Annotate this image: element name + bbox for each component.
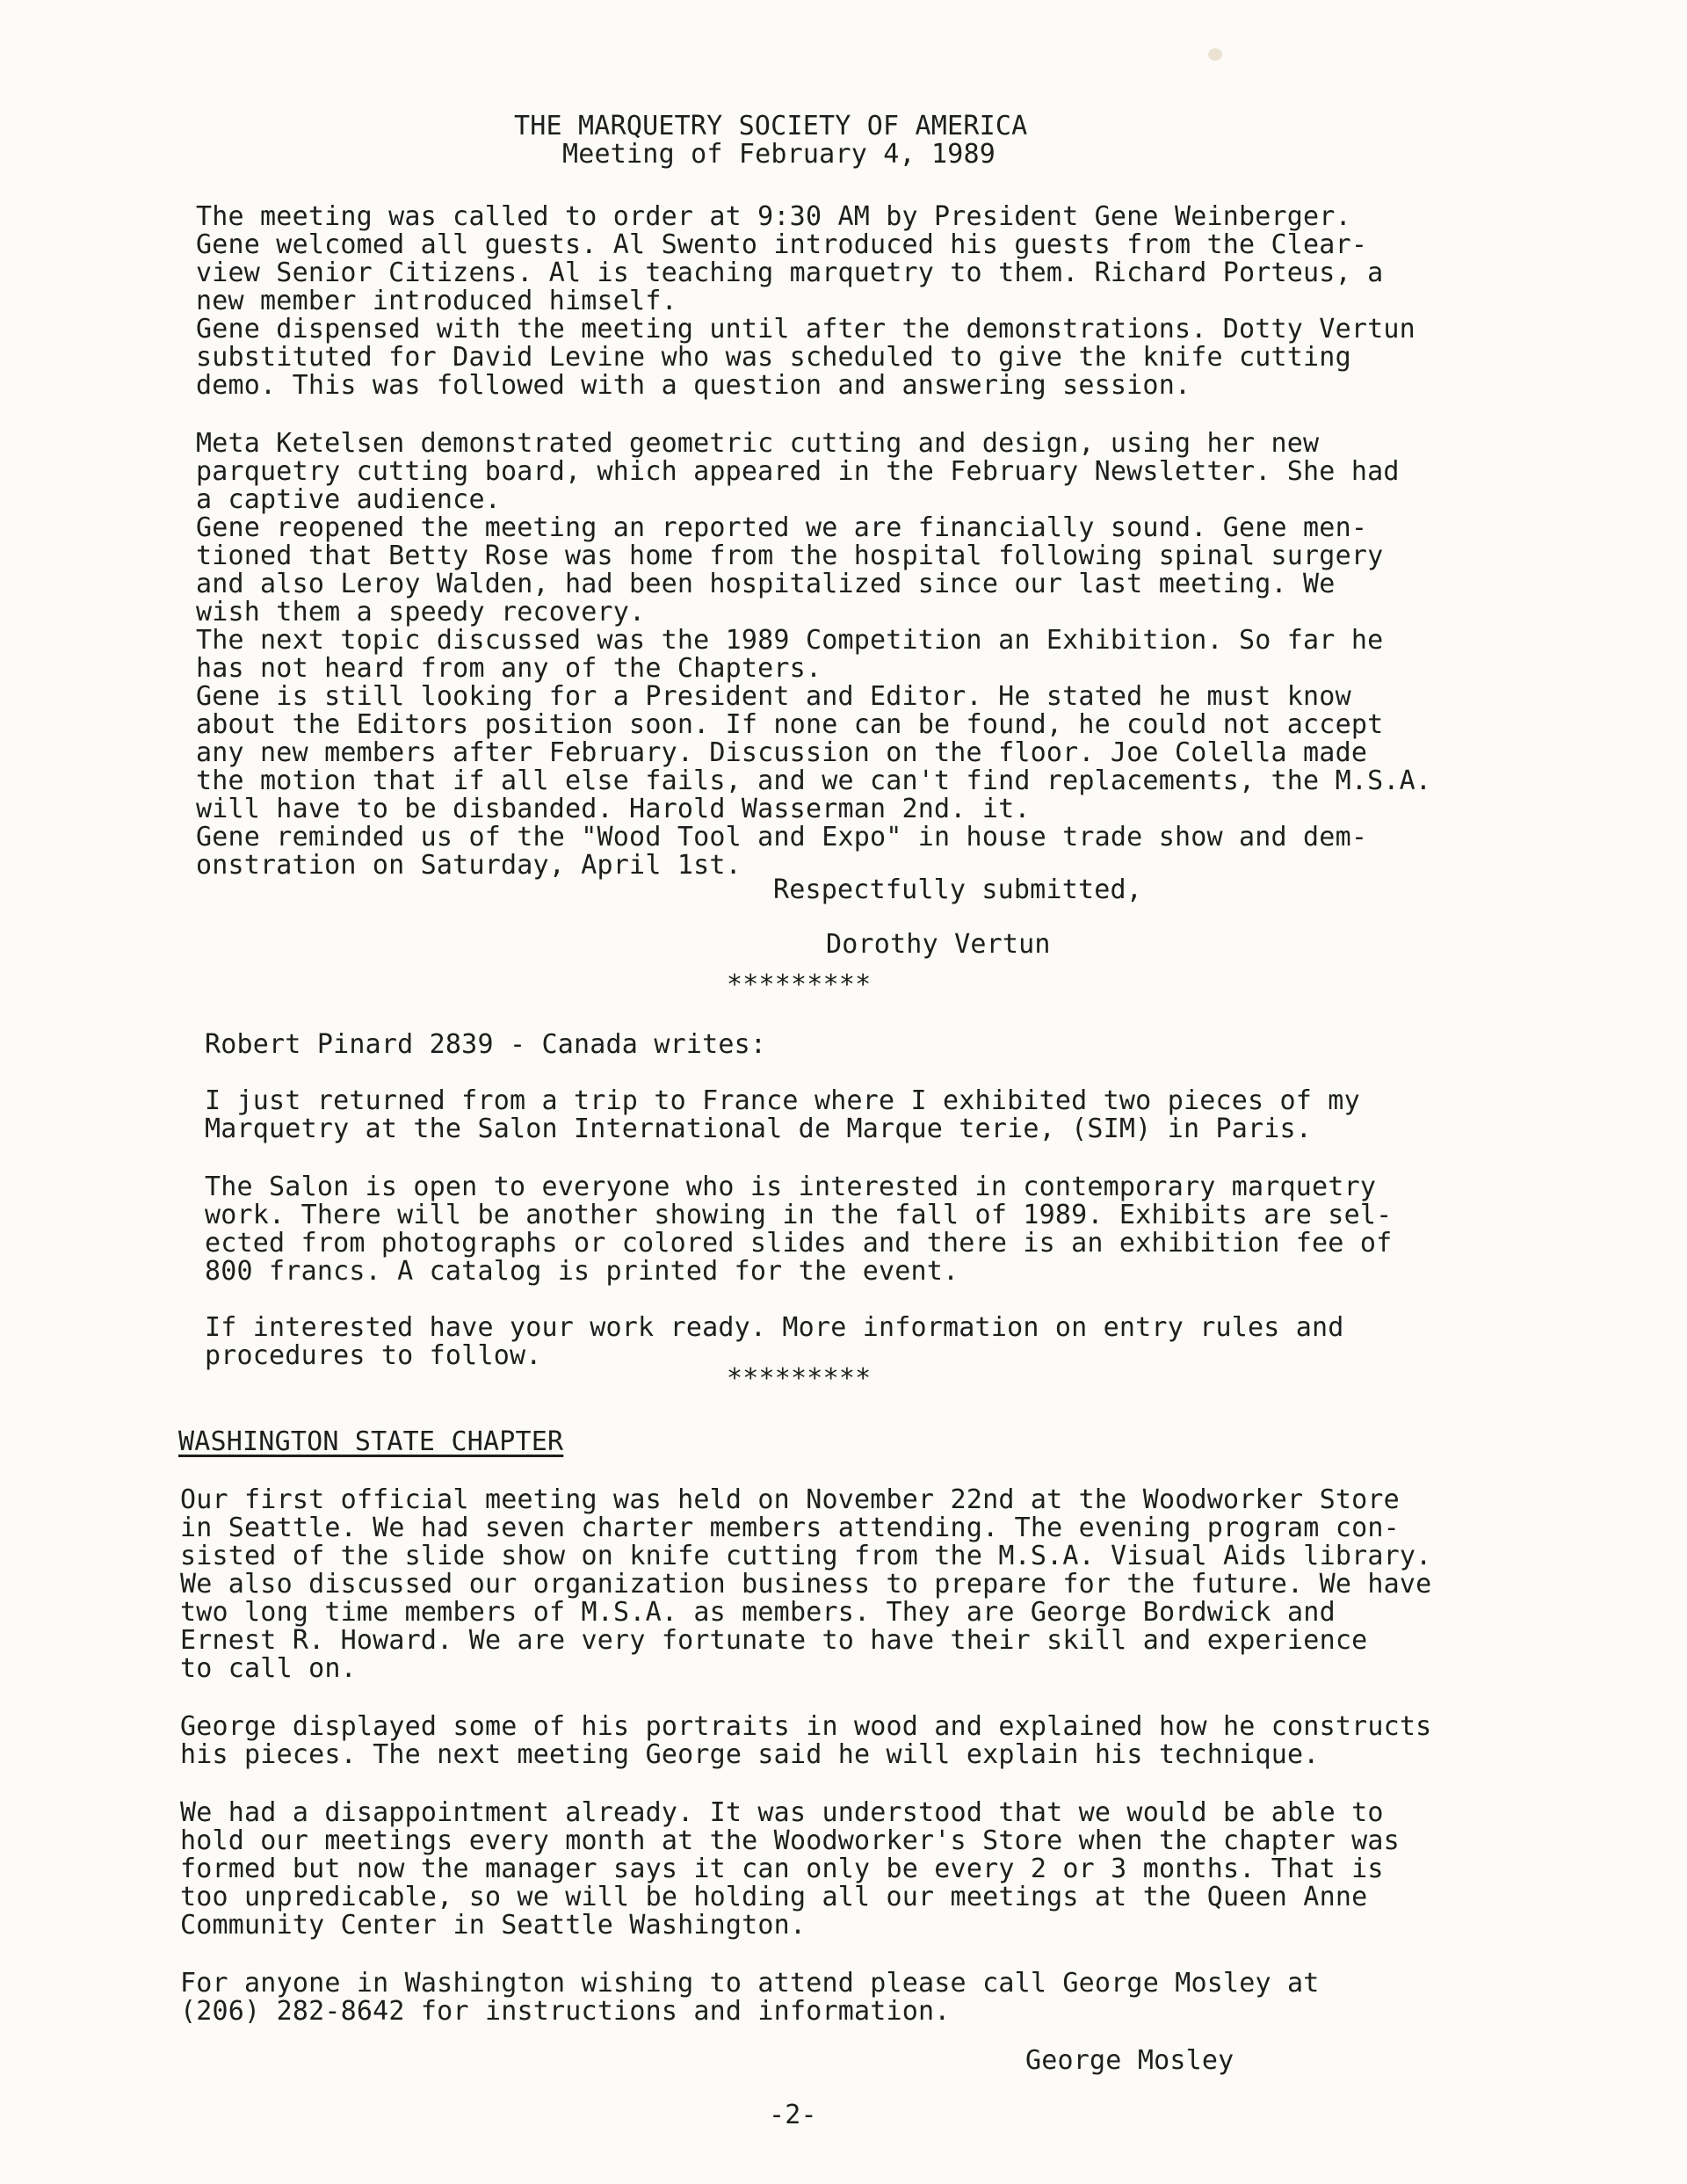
- minutes-line: Gene reminded us of the "Wood Tool and Expo" in house trade show and dem-: [196, 822, 1368, 853]
- letter-line: procedures to follow.: [205, 1340, 542, 1371]
- minutes-line: any new members after February. Discussion on the floor. Joe Colella made: [196, 737, 1368, 768]
- minutes-line: about the Editors position soon. If none can be found, he could not accept: [196, 709, 1384, 740]
- page-number: -2-: [769, 2100, 817, 2130]
- chapter-line: Ernest R. Howard. We are very fortunate to have their skill and experience: [180, 1625, 1368, 1656]
- minutes-line: substituted for David Levine who was scheduled to give the knife cutting: [196, 342, 1351, 373]
- chapter-line: his pieces. The next meeting George said he will explain his technique.: [180, 1739, 1320, 1770]
- chapter-line: to call on.: [180, 1653, 357, 1684]
- letter-intro: Robert Pinard 2839 - Canada writes:: [205, 1029, 767, 1060]
- closing-text: Respectfully submitted,: [773, 874, 1143, 905]
- chapter-line: sisted of the slide show on knife cutting from the M.S.A. Visual Aids library.: [180, 1541, 1432, 1571]
- letter-line: If interested have your work ready. More information on entry rules and: [205, 1312, 1344, 1343]
- letter-line: The Salon is open to everyone who is interested in contemporary marquetry: [205, 1172, 1377, 1202]
- minutes-line: Meta Ketelsen demonstrated geometric cutting and design, using her new: [196, 428, 1320, 459]
- letter-line: 800 francs. A catalog is printed for the event.: [205, 1256, 959, 1287]
- chapter-line: Our first official meeting was held on November 22nd at the Woodworker Store: [180, 1484, 1400, 1515]
- chapter-line: We had a disappointment already. It was understood that we would be able to: [180, 1797, 1384, 1828]
- minutes-line: The meeting was called to order at 9:30 AM by President Gene Weinberger.: [196, 201, 1351, 232]
- chapter-line: We also discussed our organization business to prepare for the future. We have: [180, 1569, 1432, 1600]
- minutes-line: Gene reopened the meeting an reported we are financially sound. Gene men-: [196, 512, 1368, 543]
- section-divider: *********: [727, 1363, 872, 1394]
- chapter-line: George displayed some of his portraits in wood and explained how he constructs: [180, 1711, 1432, 1742]
- minutes-line: will have to be disbanded. Harold Wasserman 2nd. it.: [196, 794, 1031, 824]
- minutes-line: demo. This was followed with a question and answering session.: [196, 370, 1191, 401]
- section-divider: *********: [727, 969, 872, 1000]
- minutes-line: has not heard from any of the Chapters.: [196, 653, 822, 684]
- minutes-line: and also Leroy Walden, had been hospitalized since our last meeting. We: [196, 569, 1336, 599]
- document-title: THE MARQUETRY SOCIETY OF AMERICA: [514, 111, 1028, 141]
- minutes-line: view Senior Citizens. Al is teaching marquetry to them. Richard Porteus, a: [196, 258, 1384, 288]
- minutes-line: onstration on Saturday, April 1st.: [196, 850, 742, 881]
- chapter-line: too unpredicable, so we will be holding all our meetings at the Queen Anne: [180, 1882, 1368, 1912]
- chapter-heading: WASHINGTON STATE CHAPTER: [178, 1426, 564, 1457]
- minutes-line: The next topic discussed was the 1989 Competition an Exhibition. So far he: [196, 625, 1384, 656]
- minutes-line: the motion that if all else fails, and we can't find replacements, the M.S.A.: [196, 765, 1432, 796]
- minutes-signature: Dorothy Vertun: [826, 929, 1051, 960]
- minutes-line: tioned that Betty Rose was home from the hospital following spinal surgery: [196, 541, 1384, 571]
- minutes-line: wish them a speedy recovery.: [196, 597, 646, 628]
- minutes-line: Gene welcomed all guests. Al Swento introduced his guests from the Clear-: [196, 229, 1368, 260]
- letter-line: work. There will be another showing in the fall of 1989. Exhibits are sel-: [205, 1200, 1393, 1230]
- chapter-signature: George Mosley: [1025, 2045, 1234, 2076]
- minutes-line: a captive audience.: [196, 484, 501, 515]
- minutes-line: parquetry cutting board, which appeared in the February Newsletter. She had: [196, 456, 1400, 487]
- chapter-line: (206) 282-8642 for instructions and information.: [180, 1996, 951, 2027]
- minutes-line: Gene dispensed with the meeting until after the demonstrations. Dotty Vertun: [196, 314, 1415, 345]
- letter-line: ected from photographs or colored slides and there is an exhibition fee of: [205, 1228, 1393, 1259]
- chapter-line: formed but now the manager says it can only be every 2 or 3 months. That is: [180, 1854, 1384, 1884]
- meeting-date: Meeting of February 4, 1989: [562, 139, 996, 170]
- chapter-line: For anyone in Washington wishing to attend please call George Mosley at: [180, 1968, 1320, 1999]
- chapter-line: two long time members of M.S.A. as members. They are George Bordwick and: [180, 1597, 1336, 1628]
- minutes-line: Gene is still looking for a President and Editor. He stated he must know: [196, 681, 1351, 712]
- paper-stain: [1208, 48, 1222, 61]
- chapter-line: hold our meetings every month at the Woodworker's Store when the chapter was: [180, 1825, 1400, 1856]
- minutes-line: new member introduced himself.: [196, 286, 677, 316]
- chapter-line: in Seattle. We had seven charter members attending. The evening program con-: [180, 1513, 1400, 1543]
- letter-line: Marquetry at the Salon International de Marque terie, (SIM) in Paris.: [205, 1114, 1313, 1144]
- chapter-line: Community Center in Seattle Washington.: [180, 1910, 807, 1941]
- letter-line: I just returned from a trip to France where I exhibited two pieces of my: [205, 1085, 1360, 1116]
